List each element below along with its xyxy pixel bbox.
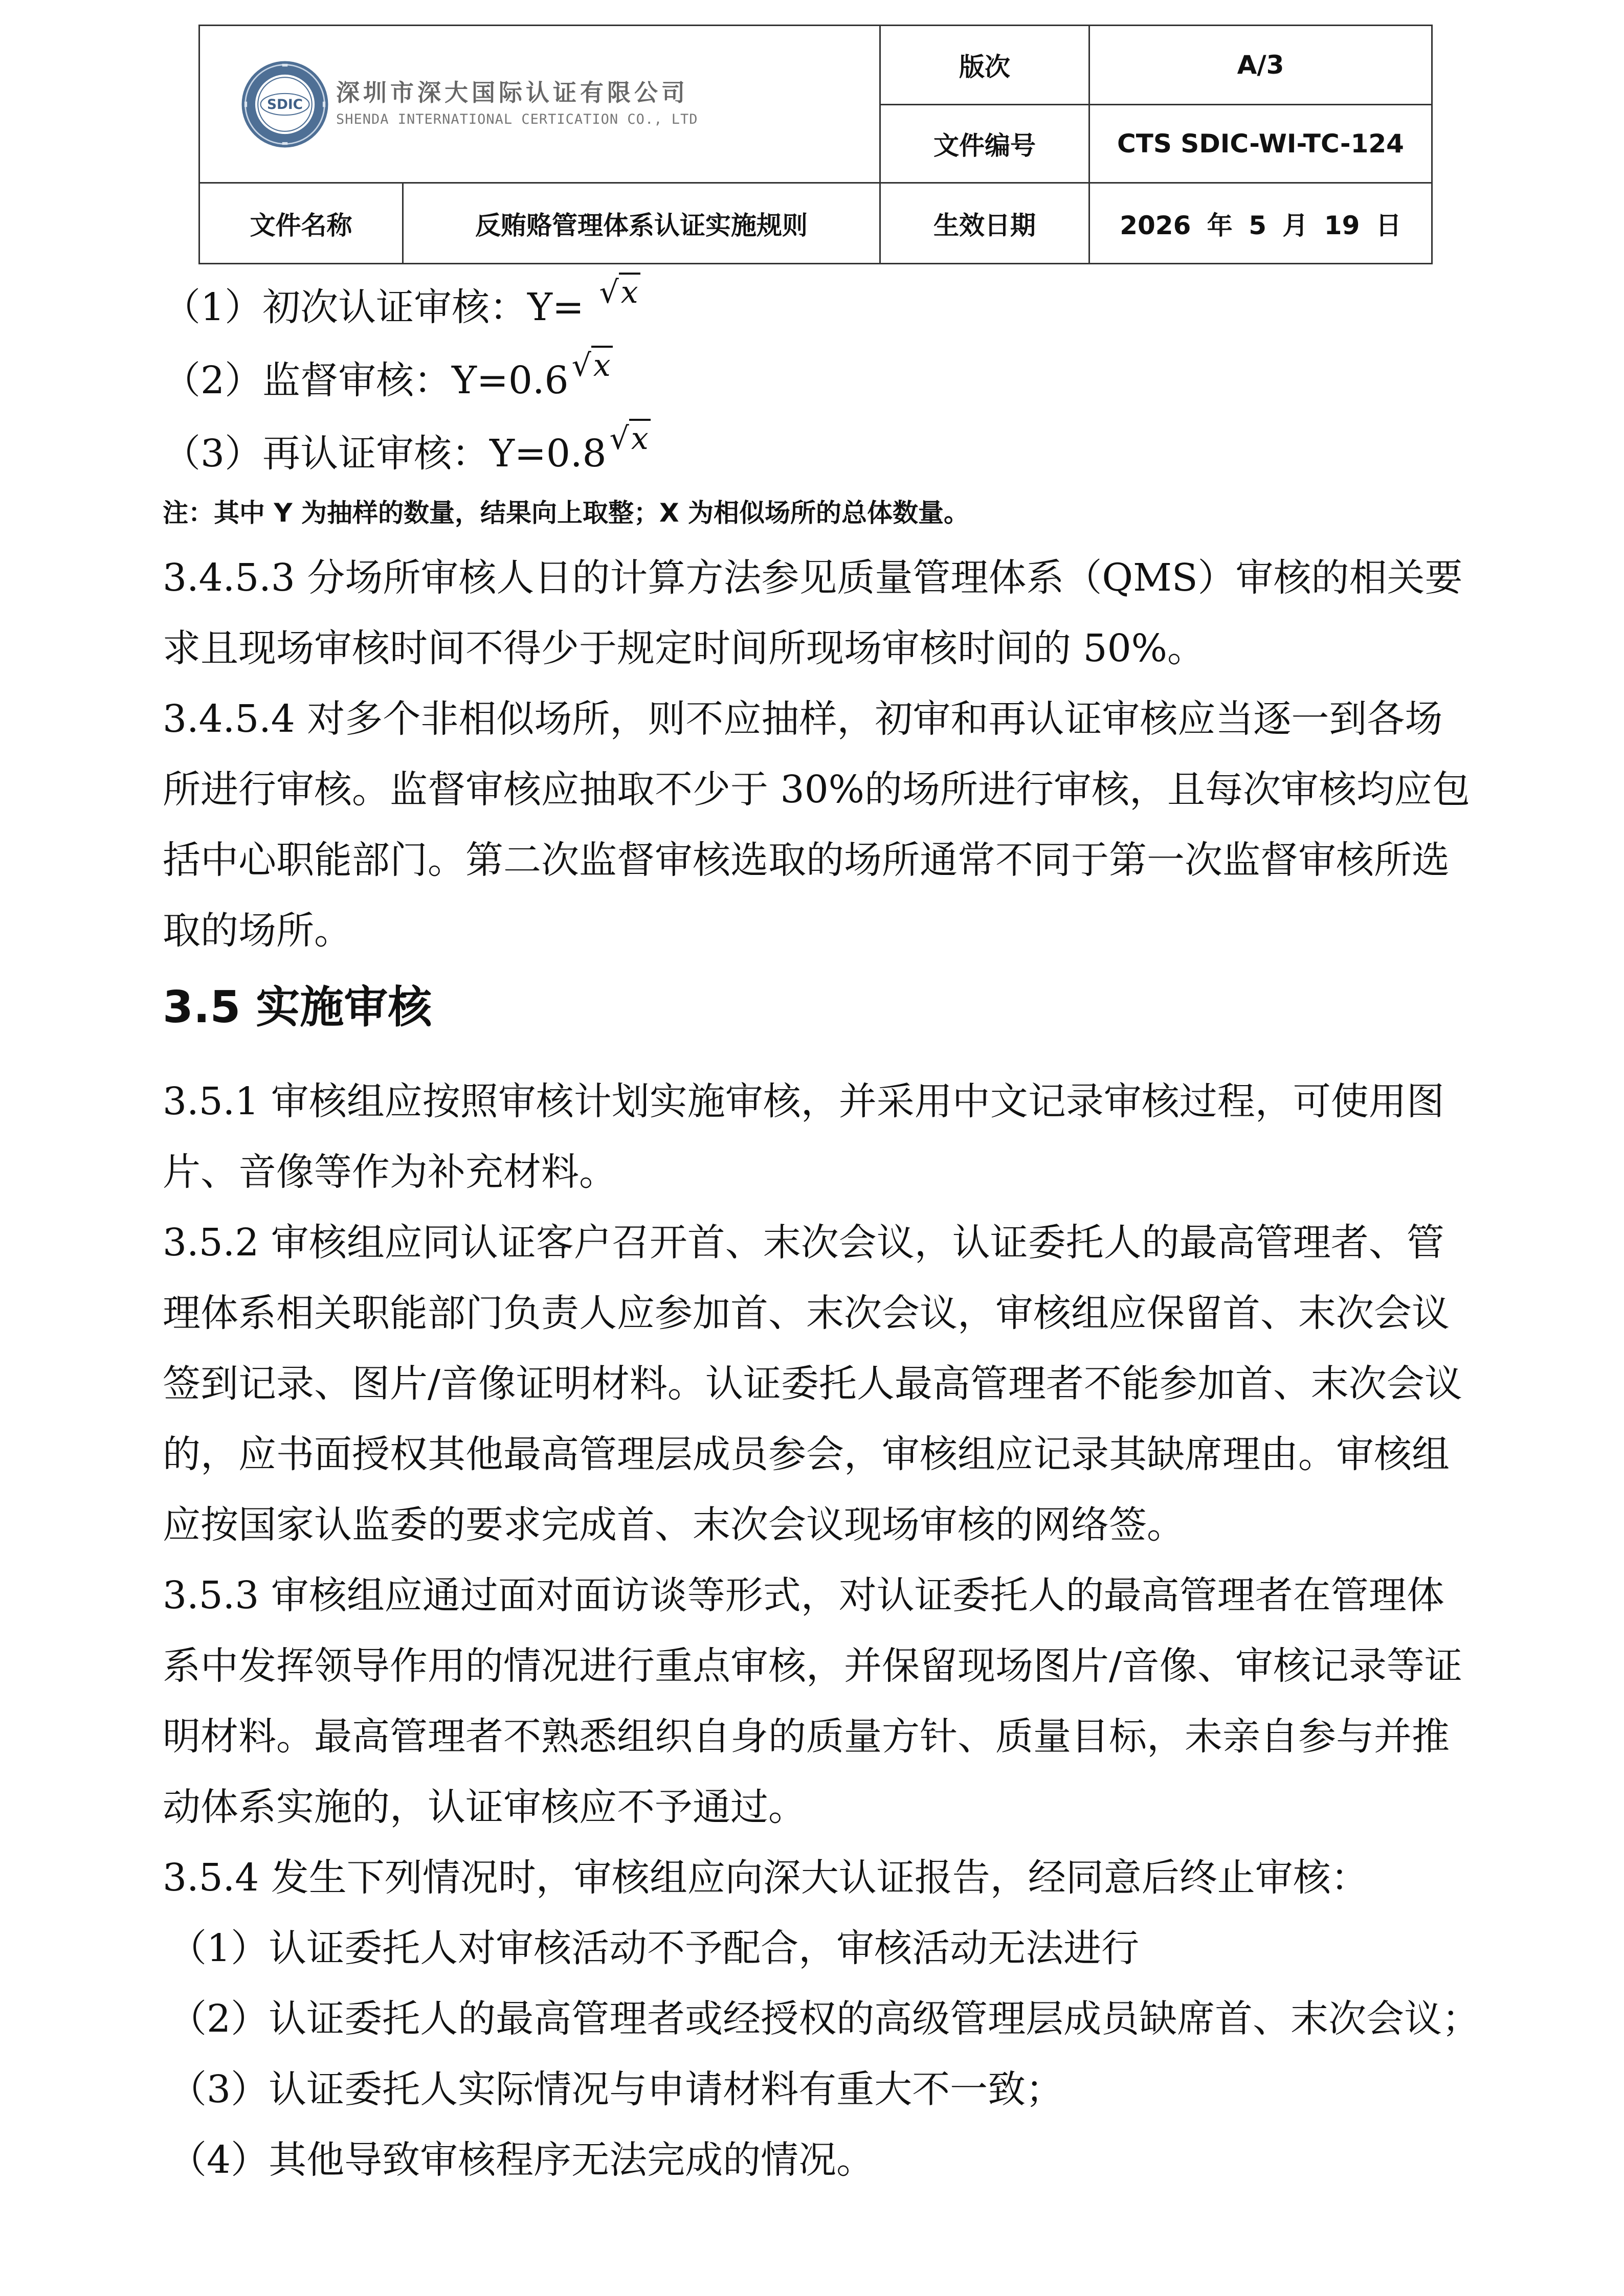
paragraph-3-5-3: 3.5.3 审核组应通过面对面访谈等形式，对认证委托人的最高管理者在管理体系中发挥领导作用的情况进行重点审核，并保留现场图片/音像、审核记录等证明材料。最高管理者不熟悉组织自身的质量方针、质量目标，未亲自参与并推动体系实施的，认证审核应不予通过。	[163, 1573, 1462, 1829]
section-heading-3-5: 3.5 实施审核	[163, 982, 432, 1033]
formula-recertification-audit: （3）再认证审核：Y=0.8 √x	[163, 418, 1472, 491]
paragraph-3-5-2: 3.5.2 审核组应同认证客户召开首、末次会议，认证委托人的最高管理者、管理体系相关职能部门负责人应参加首、末次会议，审核组应保留首、末次会议签到记录、图片/音像证明材料。认证委托人最高管理者不能参加首、末次会议的，应书面授权其他最高管理层成员参会，审核组应记录其缺席理由。审核组应按国家认监委的要求完成首、末次会议现场审核的网络签。	[163, 1221, 1462, 1547]
paragraph-3-4-5-4: 3.4.5.4 对多个非相似场所，则不应抽样，初审和再认证审核应当逐一到各场所进行审核。监督审核应抽取不少于 30%的场所进行审核，且每次审核均应包括中心职能部门。第二次监督审核选取的场所通常不同于第一次监督审核所选取的场所。	[163, 697, 1470, 953]
version-value: A/3	[1089, 26, 1432, 105]
effective-date-label: 生效日期	[880, 183, 1089, 264]
doc-number-label: 文件编号	[880, 105, 1089, 183]
paragraph-3-5-1: 3.5.1 审核组应按照审核计划实施审核，并采用中文记录审核过程，可使用图片、音像等作为补充材料。	[163, 1079, 1444, 1194]
svg-text:SDIC: SDIC	[266, 96, 303, 112]
sampling-note: 注：其中 Y 为抽样的数量，结果向上取整；X 为相似场所的总体数量。	[163, 498, 969, 528]
doc-name-label: 文件名称	[199, 183, 403, 264]
document-header-table	[198, 25, 1433, 264]
list-item: （3）认证委托人实际情况与申请材料有重大不一致；	[169, 2067, 1064, 2111]
company-seal-logo	[240, 59, 330, 149]
list-item: （1）认证委托人对审核活动不予配合，审核活动无法进行	[169, 1926, 1140, 1970]
doc-name-value: 反贿赂管理体系认证实施规则	[403, 183, 880, 264]
company-name-block	[336, 81, 698, 127]
paragraph-3-5-4: 3.5.4 发生下列情况时，审核组应向深大认证报告，经同意后终止审核：	[163, 1856, 1369, 1900]
effective-date-value: 2026 年 5 月 19 日	[1089, 183, 1432, 264]
square-root-symbol: √x	[572, 330, 613, 401]
doc-number-value: CTS SDIC-WI-TC-124	[1089, 105, 1432, 183]
formula-surveillance-audit: （2）监督审核：Y=0.6 √x	[163, 345, 1472, 418]
square-root-symbol: √x	[610, 403, 651, 474]
company-name-en: SHENDA INTERNATIONAL CERTICATION CO., LTD	[336, 111, 698, 127]
version-label: 版次	[880, 26, 1089, 105]
list-item: （4）其他导致审核程序无法完成的情况。	[169, 2138, 875, 2182]
list-item: （2）认证委托人的最高管理者或经授权的高级管理层成员缺席首、末次会议；	[169, 1997, 1480, 2041]
formula-initial-audit: （1）初次认证审核：Y= √x	[163, 272, 1472, 345]
company-name-cn: 深圳市深大国际认证有限公司	[336, 79, 688, 106]
paragraph-3-4-5-3: 3.4.5.3 分场所审核人日的计算方法参见质量管理体系（QMS）审核的相关要求且现场审核时间不得少于规定时间所现场审核时间的 50%。	[163, 556, 1463, 670]
company-logo-cell	[199, 26, 880, 183]
square-root-symbol: √x	[599, 257, 640, 328]
document-body	[163, 272, 1480, 2195]
